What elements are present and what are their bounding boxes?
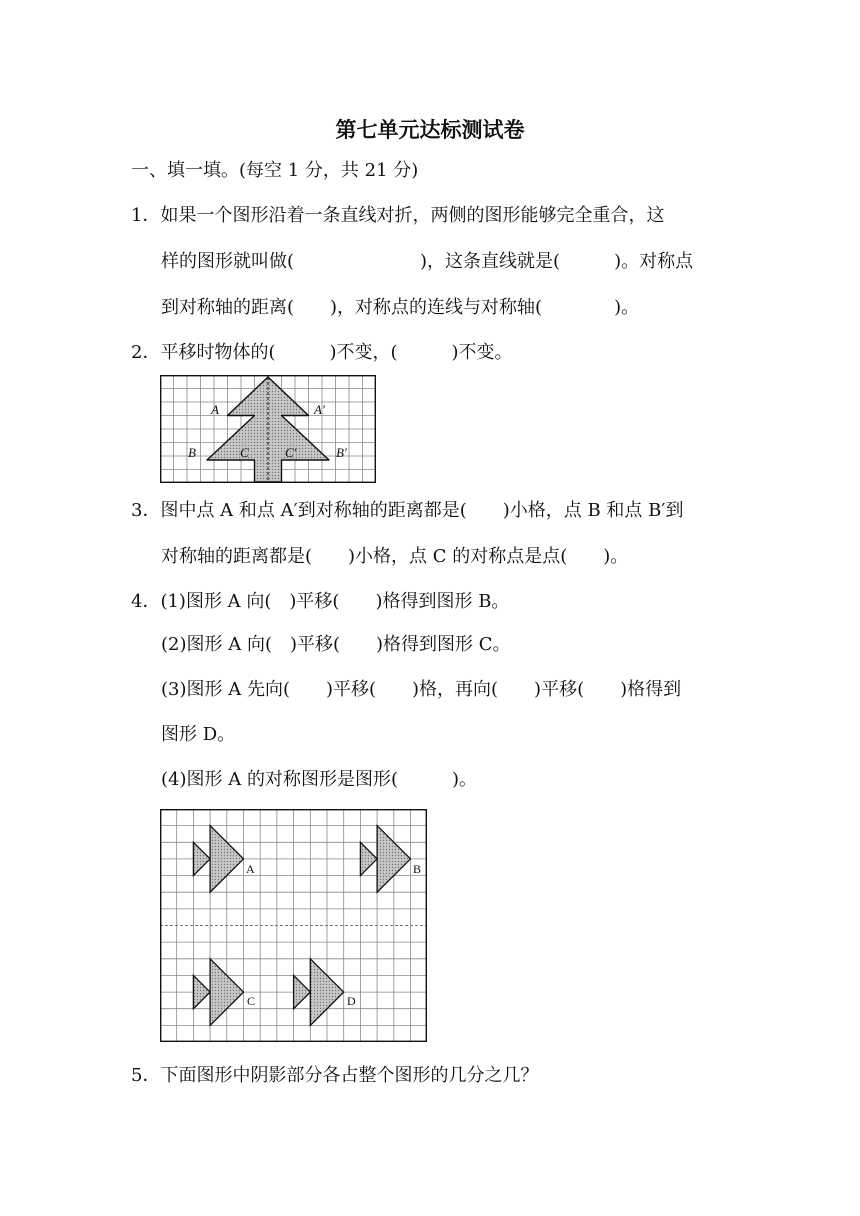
label-A-prime: A′: [314, 402, 325, 417]
label-C-prime: C′: [285, 445, 297, 460]
question-4-line-5: (4)图形 A 的对称图形是图形( )。: [161, 769, 477, 790]
label-B: B: [188, 445, 196, 460]
question-4-line-2: (2)图形 A 向( )平移( )格得到图形 C。: [161, 634, 511, 655]
label-B-prime: B′: [336, 445, 347, 460]
question-5-line-1: 5．下面图形中阴影部分各占整个图形的几分之几？: [131, 1065, 539, 1086]
question-4-line-4: 图形 D。: [161, 724, 236, 745]
question-4-line-1: 4．(1)图形 A 向( )平移( )格得到图形 B。: [131, 591, 510, 612]
shape-label-D: D: [347, 994, 356, 1008]
question-4-line-3: (3)图形 A 先向( )平移( )格，再向( )平移( )格得到: [161, 679, 682, 700]
label-A: A: [211, 402, 219, 417]
shape-label-C: C: [247, 994, 256, 1008]
label-C: C: [240, 445, 249, 460]
shape-label-B: B: [413, 862, 422, 876]
question-1-line-3: 到对称轴的距离( )，对称点的连线与对称轴( )。: [161, 297, 640, 318]
shape-label-A: A: [246, 862, 255, 876]
question-1-line-1: 1．如果一个图形沿着一条直线对折，两侧的图形能够完全重合，这: [131, 205, 665, 226]
shape-B: [360, 826, 410, 893]
page-title: 第七单元达标测试卷: [335, 118, 525, 142]
shape-C: [193, 959, 243, 1026]
translation-figure: [160, 809, 427, 1042]
tree-symmetry-figure: [160, 375, 376, 483]
question-1-line-2: 样的图形就叫做( )，这条直线就是( )。对称点: [161, 251, 694, 272]
shape-A: [193, 826, 243, 893]
question-3-line-1: 3．图中点 A 和点 A′到对称轴的距离都是( )小格，点 B 和点 B′到: [131, 500, 684, 521]
question-3-line-2: 对称轴的距离都是( )小格，点 C 的对称点是点( )。: [161, 546, 629, 567]
shape-D: [294, 959, 344, 1026]
question-2-line-1: 2．平移时物体的( )不变，( )不变。: [131, 342, 513, 363]
section-heading: 一、填一填。(每空 1 分，共 21 分): [131, 160, 419, 181]
